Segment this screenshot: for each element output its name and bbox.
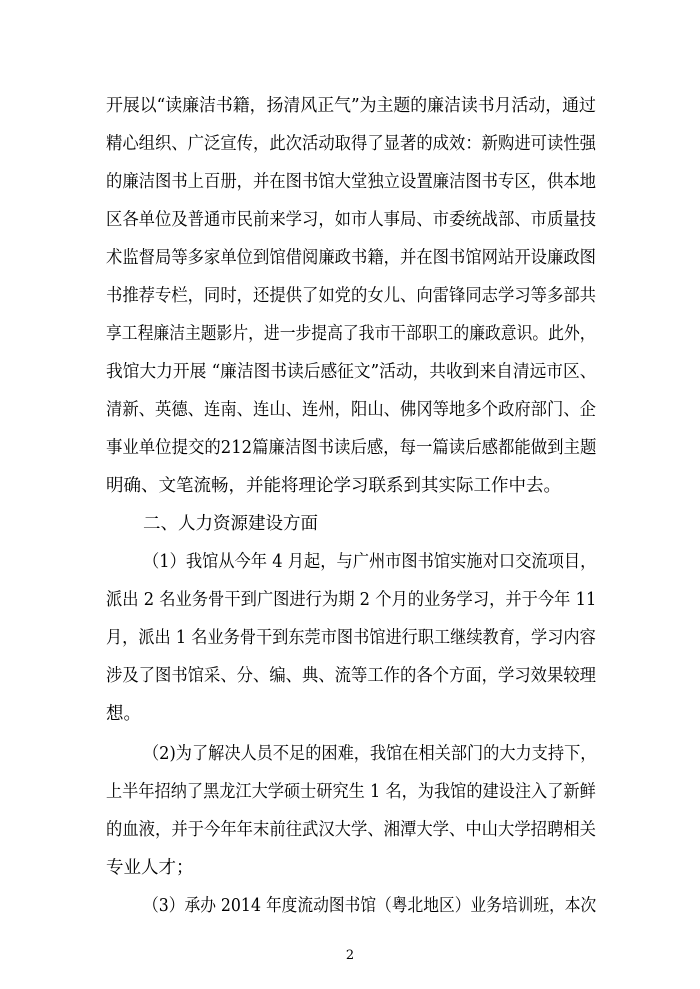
paragraph-line: 我馆大力开展 “廉洁图书读后感征文”活动，共收到来自清远市区、 [106,362,597,382]
paragraph-line: 事业单位提交的212篇廉洁图书读后感，每一篇读后感都能做到主题 [106,438,597,458]
paragraph-line: 的廉洁图书上百册，并在图书馆大堂独立设置廉洁图书专区，供本地 [106,172,596,192]
paragraph-line: （3）承办 2014 年度流动图书馆（粤北地区）业务培训班，本次 [143,896,597,916]
paragraph-line: 清新、英德、连南、连山、连州，阳山、佛冈等地多个政府部门、企 [106,400,596,420]
paragraph-line: 月，派出 1 名业务骨干到东莞市图书馆进行职工继续教育，学习内容 [106,628,596,648]
paragraph-line: 享工程廉洁主题影片，进一步提高了我市干部职工的廉政意识。此外， [106,324,596,344]
paragraph-line: 的血液，并于今年年末前往武汉大学、湘潭大学、中山大学招聘相关 [106,820,596,840]
paragraph-line: 术监督局等多家单位到馆借阅廉政书籍，并在图书馆网站开设廉政图 [106,248,596,268]
paragraph-line: 上半年招纳了黑龙江大学硕士研究生 1 名，为我馆的建设注入了新鲜 [106,782,596,802]
paragraph-line: 想。 [106,704,141,724]
paragraph-line: 明确、文笔流畅，并能将理论学习联系到其实际工作中去。 [106,476,561,496]
paragraph-line: 书推荐专栏，同时，还提供了如党的女儿、向雷锋同志学习等多部共 [106,286,596,306]
paragraph-line: （1）我馆从今年 4 月起，与广州市图书馆实施对口交流项目， [143,552,597,572]
section-heading: 二、人力资源建设方面 [143,514,318,534]
paragraph-line: 派出 2 名业务骨干到广图进行为期 2 个月的业务学习，并于今年 11 [106,590,597,610]
paragraph-line: 精心组织、广泛宣传，此次活动取得了显著的成效：新购进可读性强 [106,134,596,154]
paragraph-line: 开展以“读廉洁书籍，扬清风正气”为主题的廉洁读书月活动，通过 [106,96,596,116]
paragraph-line: （2)为了解决人员不足的困难，我馆在相关部门的大力支持下， [143,744,597,764]
paragraph-line: 区各单位及普通市民前来学习，如市人事局、市委统战部、市质量技 [106,210,596,230]
paragraph-line: 专业人才； [106,858,194,878]
paragraph-line: 涉及了图书馆采、分、编、典、流等工作的各个方面，学习效果较理 [106,666,596,686]
page-number: 2 [345,948,355,963]
